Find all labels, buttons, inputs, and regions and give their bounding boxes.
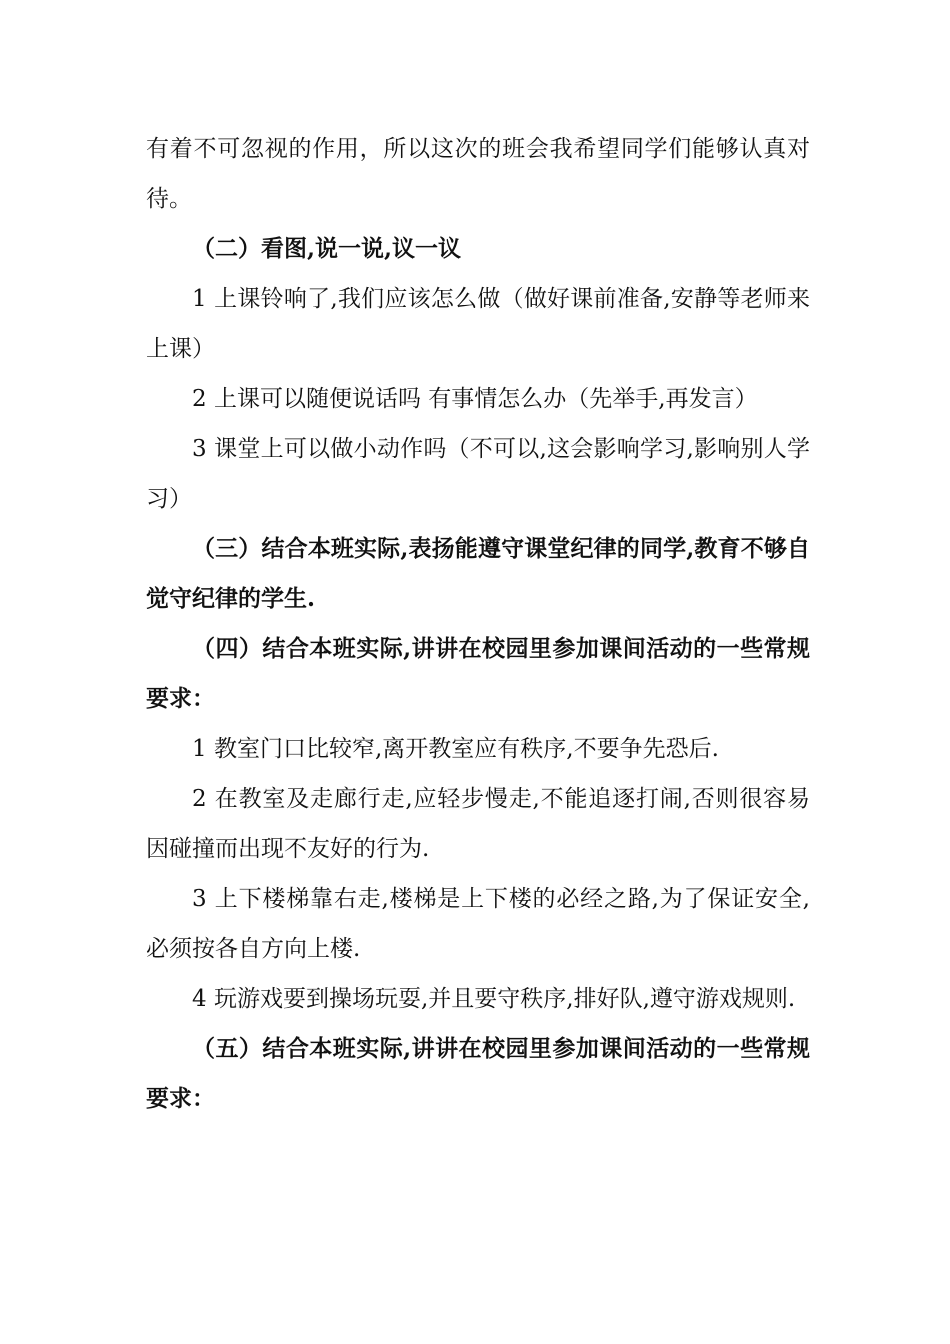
- list-item-2-1: 1 上课铃响了,我们应该怎么做（做好课前准备,安静等老师来上课）: [146, 286, 810, 362]
- section-heading-3: （三）结合本班实际,表扬能遵守课堂纪律的同学,教育不够自觉守纪律的学生.: [146, 535, 810, 612]
- list-item-4-4: 4 玩游戏要到操场玩耍,并且要守秩序,排好队,遵守游戏规则.: [192, 986, 796, 1012]
- document-page: [146, 124, 810, 1124]
- list-item-4-3: 3 上下楼梯靠右走,楼梯是上下楼的必经之路,为了保证安全,必须按各自方向上楼.: [146, 886, 810, 962]
- paragraph-continuation: 有着不可忽视的作用，所以这次的班会我希望同学们能够认真对待。: [146, 136, 810, 212]
- list-item-4-2: 2 在教室及走廊行走,应轻步慢走,不能追逐打闹,否则很容易因碰撞而出现不友好的行为.: [146, 786, 810, 862]
- list-item-4-1: 1 教室门口比较窄,离开教室应有秩序,不要争先恐后.: [192, 736, 719, 762]
- section-heading-2: （二）看图,说一说,议一议: [192, 235, 462, 262]
- section-heading-5: （五）结合本班实际,讲讲在校园里参加课间活动的一些常规要求：: [146, 1035, 810, 1112]
- list-item-2-2: 2 上课可以随便说话吗 有事情怎么办（先举手,再发言）: [192, 386, 758, 412]
- section-heading-4: （四）结合本班实际,讲讲在校园里参加课间活动的一些常规要求：: [146, 635, 810, 712]
- list-item-2-3: 3 课堂上可以做小动作吗（不可以,这会影响学习,影响别人学习）: [146, 436, 810, 512]
